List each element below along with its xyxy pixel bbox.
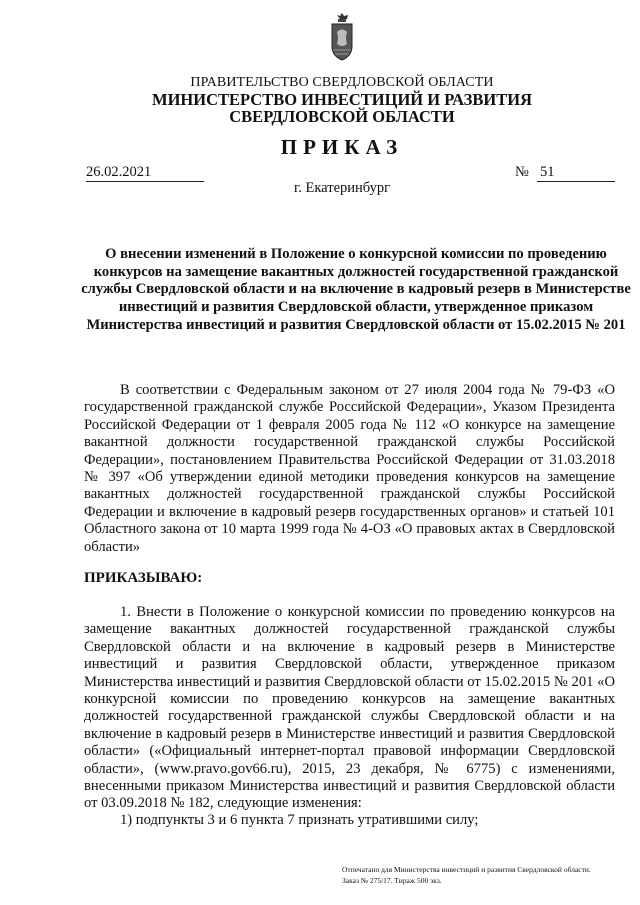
document-type: ПРИКАЗ bbox=[280, 135, 404, 159]
coat-of-arms-icon bbox=[329, 12, 355, 62]
order-word: ПРИКАЗЫВАЮ: bbox=[84, 570, 203, 586]
document-title: О внесении изменений в Положение о конкурсной комиссии по проведению конкурсов на замещение вакантных должностей государственной гражданской службы Свердловской области и на включение в кадровый резерв в Министерстве инвестиций и развития Свердловской области, утвержденное приказом Министерства инвестиций и развития Свердловской области от 15.02.2015 № 201 bbox=[81, 246, 631, 333]
subitem-1-paragraph: 1) подпункты 3 и 6 пункта 7 признать утратившими силу; bbox=[120, 812, 479, 828]
document-date: 26.02.2021 bbox=[86, 163, 204, 182]
number-sign: № bbox=[515, 164, 529, 180]
preamble-paragraph: В соответствии с Федеральным законом от 27 июля 2004 года № 79-ФЗ «О государственной гражданской службе Российской Федерации», Указом Президента Российской Федерации от 1 февраля 2005 года № 112 «О конкурсе на замещение вакантной должности государственной гражданской службы Российской Федерации», постановлением Правительства Российской Федерации от 31.03.2018 № 397 «Об утверждении единой методики проведения конкурсов на замещение вакантных должностей государственной гражданской службы Российской Федерации и включение в кадровый резерв государственных органов» и статьей 101 Областного закона от 10 марта 1999 года № 4-ОЗ «О правовых актах в Свердловской области» bbox=[84, 382, 615, 555]
print-note: Отпечатано для Министерства инвестиций и развития Свердловской области. bbox=[342, 865, 591, 874]
item-1-paragraph: 1. Внести в Положение о конкурсной комиссии по проведению конкурсов на замещение вакантных должностей государственной гражданской службы Свердловской области и на включение в кадровый резерв в Министерстве инвестиций и развития Свердловской области, утвержденное приказом Министерства инвестиций и развития Свердловской области от 15.02.2015 № 201 «О конкурсной комиссии по проведению конкурсов на замещение вакантных должностей государственной гражданской службы Свердловской области и на включение в кадровый резерв в Министерстве инвестиций и развития Свердловской области» («Официальный интернет-портал правовой информации Свердловской области», (www.pravo.gov66.ru), 2015, 23 декабря, № 6775) с изменениями, внесенными приказом Министерства инвестиций и развития Свердловской области от 03.09.2018 № 182, следующие изменения: bbox=[84, 604, 615, 812]
document-city: г. Екатеринбург bbox=[293, 180, 391, 196]
ministry-name-line1: МИНИСТЕРСТВО ИНВЕСТИЦИЙ И РАЗВИТИЯ bbox=[152, 90, 532, 109]
print-order-note: Заказ № 275/17. Тираж 500 экз. bbox=[342, 876, 442, 885]
document-number: 51 bbox=[540, 164, 555, 180]
ministry-name-line2: СВЕРДЛОВСКОЙ ОБЛАСТИ bbox=[229, 107, 455, 126]
government-name: ПРАВИТЕЛЬСТВО СВЕРДЛОВСКОЙ ОБЛАСТИ bbox=[190, 75, 494, 90]
